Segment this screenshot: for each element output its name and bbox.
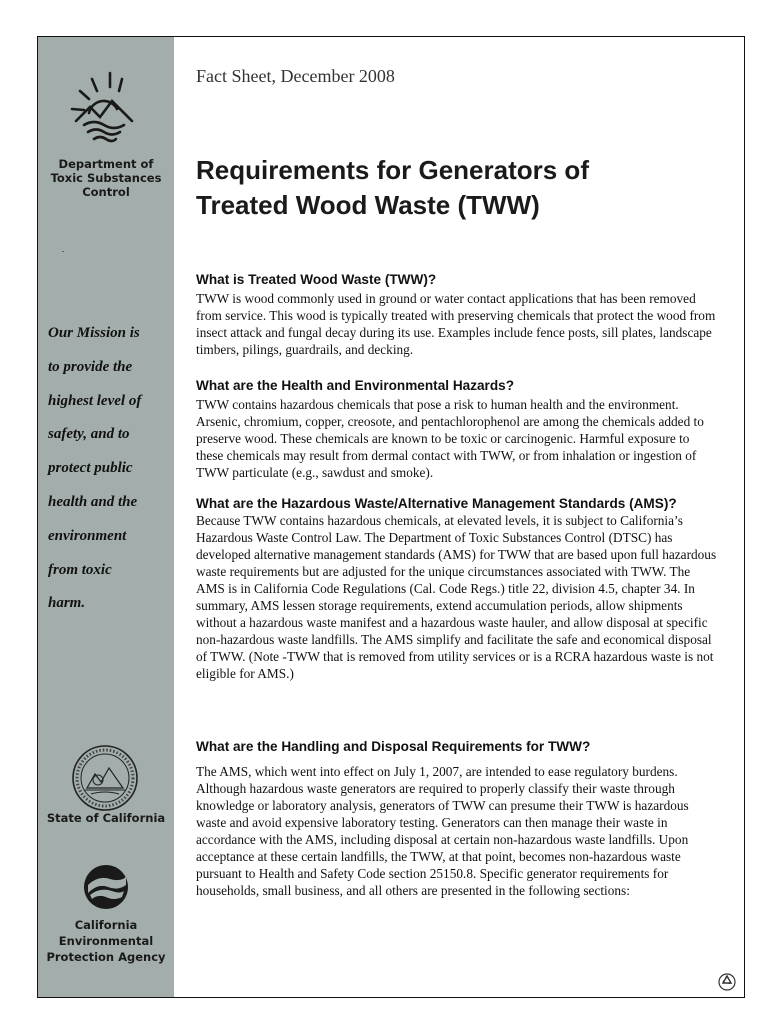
title-line: Treated Wood Waste (TWW) (196, 190, 540, 220)
sidebar (38, 37, 174, 997)
mission-line: Our Mission is (48, 325, 140, 341)
agency-line: California (74, 918, 138, 932)
department-name (38, 157, 174, 199)
fact-sheet-date: Fact Sheet, December 2008 (196, 66, 395, 86)
department-line: Department of (58, 157, 154, 171)
mission-line: environment (48, 527, 127, 544)
mission-line: from toxic (48, 561, 112, 578)
section-body: TWW is wood commonly used in ground or water contact applications that has been removed from service. This wood is typically treated with preserving chemicals that protect the wood from insect attack and fungal decay during its use. Examples include fence posts, sill plates, landscape timbers, pilings, guardrails, and decking. (196, 291, 716, 357)
calepa-logo-icon (82, 863, 130, 911)
section-ams (196, 495, 718, 682)
department-line: Control (82, 185, 130, 199)
mission-line: safety, and to (48, 426, 130, 443)
department-line: Toxic Substances (50, 171, 162, 185)
section-heading: What are the Hazardous Waste/Alternative Management Standards (AMS)? (196, 496, 677, 511)
calepa-name (38, 917, 174, 965)
section-what-is-tww (196, 271, 718, 358)
mission-line: harm. (48, 595, 86, 612)
section-handling-disposal (196, 738, 718, 899)
agency-line: Environmental (58, 934, 154, 948)
divider-dot (62, 251, 64, 252)
state-of-california-label: State of California (46, 811, 166, 825)
section-body: Because TWW contains hazardous chemicals, at elevated levels, it is subject to California’s Hazardous Waste Control Law. The Department of Toxic Substances Control (DTSC) has developed alternative management standards (AMS) for TWW that are based upon full hazardous waste requirements but are adjusted for the unique circumstances associated with TWW. The AMS is in California Code Regulations (Cal. Code Regs.) title 22, division 4.5, chapter 34. In summary, AMS lessen storage requirements, extend accumulation periods, allow shipments without a hazardous waste manifest and a hazardous waste hauler, and allow disposal at specific non-hazardous waste landfills. The AMS simplify and facilitate the safe and economical disposal of TWW. (Note -TWW that is removed from utility services or is a RCRA hazardous waste is not eligible for AMS.) (196, 513, 717, 681)
mission-line: highest level of (48, 392, 142, 409)
mission-line: to provide the (48, 358, 133, 375)
agency-line: Protection Agency (46, 950, 166, 964)
fact-sheet-page (37, 36, 745, 998)
section-body: The AMS, which went into effect on July 1, 2007, are intended to ease regulatory burdens. Although hazardous waste generators are required to properly classify their waste through knowledge or laboratory analysis, generators of TWW can presume their TWW is hazardous waste and avoid expensive laboratory testing. Generators can then manage their waste in accordance with the AMS, including disposal at certain non-hazardous waste landfills. Upon acceptance at these certain landfills, the TWW, at that point, becomes non-hazardous waste pursuant to Health and Safety Code section 25150.8. Specific generator requirements for households, small business, and all others are presented in the following sections: (196, 764, 689, 898)
section-health-hazards (196, 377, 718, 481)
mission-line: protect public (48, 460, 133, 477)
title-line: Requirements for Generators of (196, 155, 589, 185)
section-heading: What are the Health and Environmental Hazards? (196, 378, 515, 393)
section-body: TWW contains hazardous chemicals that pose a risk to human health and the environment. Arsenic, chromium, copper, creosote, and pentachlorophenol are among the chemicals added to preserve wood. These chemicals are known to be toxic or carcinogenic. Harmful exposure to these chemicals may result from dermal contact with TWW, or from inhalation or ingestion of TWW particulate (e.g., sawdust and smoke). (196, 397, 704, 480)
page-title (196, 153, 716, 223)
mission-statement (48, 317, 172, 621)
recycle-icon (718, 973, 736, 991)
california-state-seal-icon (71, 744, 139, 812)
section-heading: What are the Handling and Disposal Requirements for TWW? (196, 739, 591, 754)
dtsc-sun-logo-icon (62, 69, 142, 147)
mission-line: health and the (48, 493, 138, 510)
section-heading: What is Treated Wood Waste (TWW)? (196, 272, 437, 287)
